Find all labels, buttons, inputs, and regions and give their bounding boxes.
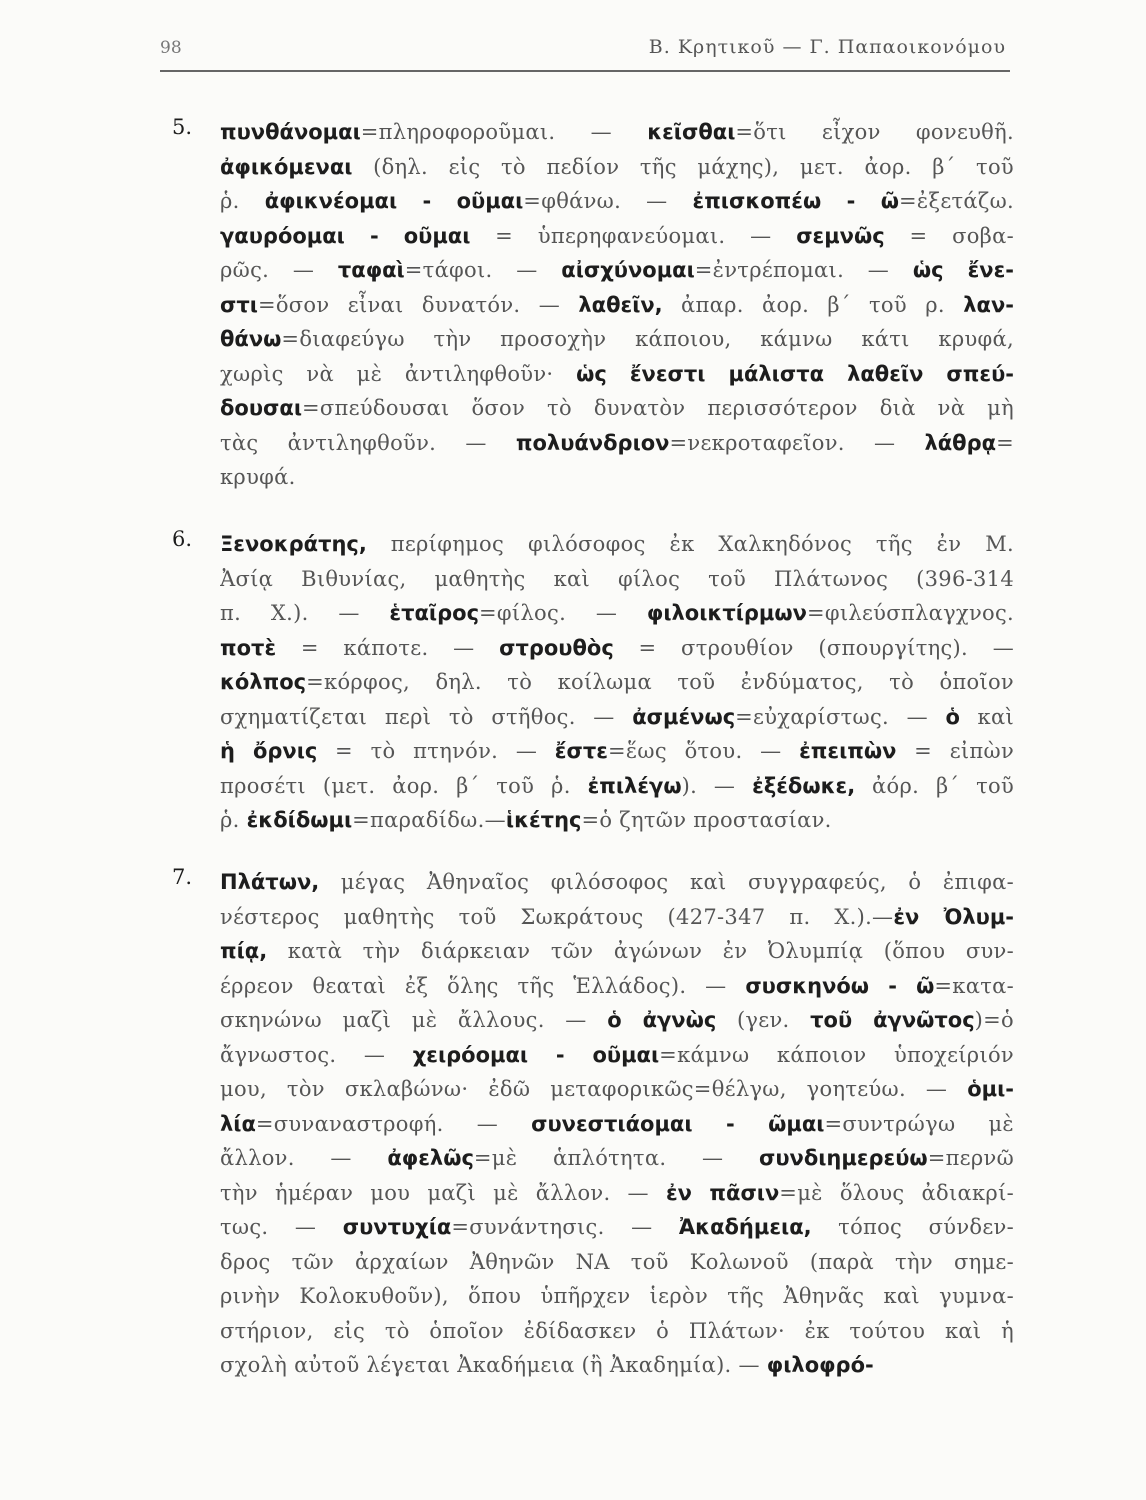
headword: ἐπειπὼν <box>799 739 897 763</box>
definition-text: κατὰ τὴν διάρκειαν τῶν ἀγώνων ἐν Ὀλυμπίᾳ (ὅπου συν- <box>267 939 1014 963</box>
definition-text: =συνάντησις. — <box>451 1215 679 1239</box>
definition-text: σκηνώνω μαζὶ μὲ ἄλλους. — <box>220 1008 608 1032</box>
text-line <box>220 900 1014 935</box>
definition-text: =ὅσον εἶναι δυνατόν. — <box>257 292 579 317</box>
headword: στι <box>220 292 258 317</box>
headword: ἡ ὄρνις <box>220 739 318 763</box>
definition-text: χωρὶς νὰ μὲ ἀντιληφθοῦν· <box>220 361 577 386</box>
definition-text: =τάφοι. — <box>404 258 562 282</box>
definition-text: ῥ. <box>220 189 265 213</box>
definition-text: τὰς ἀντιληφθοῦν. — <box>220 430 516 455</box>
headword: ἐξέδωκε, <box>752 773 856 798</box>
definition-text: = ὑπερηφανεύομαι. — <box>470 223 797 248</box>
entry-number: 7. <box>172 865 193 889</box>
definition-text: π. Χ.). — <box>220 601 390 625</box>
text-line <box>220 1245 1014 1280</box>
headword: συσκηνόω - ῶ <box>745 973 935 998</box>
text-line <box>220 1210 1014 1245</box>
text-line <box>220 1072 1014 1107</box>
headword: Ἀκαδήμεια, <box>678 1215 812 1239</box>
headword: ἐκδίδωμι <box>246 808 353 832</box>
headword: ὡς ἔνε- <box>912 258 1014 282</box>
text-line <box>220 1279 1014 1314</box>
headword: κεῖσθαι <box>647 120 736 144</box>
text-line <box>220 357 1014 392</box>
definition-text: =συναναστροφή. — <box>255 1111 532 1136</box>
headword: ταφαὶ <box>337 258 405 282</box>
headword: συνδιημερεύω <box>758 1146 928 1170</box>
definition-text: =ἐντρέπομαι. — <box>694 258 913 282</box>
text-line <box>220 288 1014 323</box>
definition-text: ). — <box>681 773 753 798</box>
headword: ὁ ἀγνὼς <box>607 1008 717 1032</box>
text-line <box>220 460 1014 495</box>
definition-text: σχολὴ αὐτοῦ λέγεται Ἀκαδήμεια (ἢ Ἀκαδημία). — <box>220 1353 767 1377</box>
text-line <box>220 934 1014 969</box>
headword: φιλοικτίρμων <box>646 601 807 625</box>
headword: σεμνῶς <box>796 223 885 248</box>
definition-text: σχηματίζεται περὶ τὸ στῆθος. — <box>220 704 633 729</box>
entry-lines <box>220 115 1014 495</box>
text-line <box>220 865 1014 900</box>
definition-text: =φίλος. — <box>479 601 647 625</box>
definition-text: =πληροφοροῦμαι. — <box>360 120 648 144</box>
headword: πίᾳ, <box>220 939 268 963</box>
text-line <box>220 150 1014 185</box>
definition-text: στήριον, εἰς τὸ ὁποῖον ἐδίδασκεν ὁ Πλάτων· ἐκ τούτου καὶ ἡ <box>220 1318 1014 1343</box>
headword: στρουθὸς <box>499 635 614 660</box>
definition-text: )=ὁ <box>974 1008 1014 1032</box>
page-header <box>160 34 1010 66</box>
headword: ἐν Ὀλυμ- <box>893 904 1014 929</box>
definition-text: = <box>996 430 1014 455</box>
text-line <box>220 184 1014 219</box>
text-line <box>220 596 1014 631</box>
definition-text: ῥ. <box>220 808 247 832</box>
headword: τοῦ ἀγνῶτος <box>810 1008 975 1032</box>
definition-text: =περνῶ <box>927 1146 1014 1170</box>
definition-text: =κόρφος, δηλ. τὸ κοίλωμα τοῦ ἐνδύματος, τὸ ὁποῖον <box>306 670 1014 694</box>
definition-text: = τὸ πτηνόν. — <box>317 739 555 763</box>
headword: ἀσμένως <box>632 704 736 729</box>
definition-text: έρρεον θεαταὶ ἐξ ὅλης τῆς Ἑλλάδος). — <box>220 973 746 998</box>
entry-lines <box>220 527 1014 838</box>
text-line <box>220 734 1014 769</box>
headword: ἐπισκοπέω - ῶ <box>692 189 899 213</box>
text-line <box>220 1141 1014 1176</box>
text-line <box>220 562 1014 597</box>
text-line <box>220 1003 1014 1038</box>
page-number: 98 <box>160 38 182 58</box>
text-line <box>220 631 1014 666</box>
text-line <box>220 253 1014 288</box>
definition-text: μου, τὸν σκλαβώνω· ἐδῶ μεταφορικῶς=θέλγω, γοητεύω. — <box>220 1077 968 1101</box>
definition-text: = εἰπὼν <box>896 739 1014 763</box>
definition-text: =σπεύδουσαι ὅσον τὸ δυνατὸν περισσότερον διὰ νὰ μὴ <box>302 396 1014 420</box>
text-line <box>220 527 1014 562</box>
definition-text: =ἕως ὅτου. — <box>607 739 800 763</box>
text-line <box>220 1314 1014 1349</box>
definition-text: ἀόρ. β΄ τοῦ <box>855 773 1014 798</box>
headword: ἀφικνέομαι - οῦμαι <box>264 189 524 213</box>
definition-text: =ἐξετάζω. <box>899 189 1014 213</box>
definition-text: =ὅτι εἶχον φονευθῆ. <box>735 120 1014 144</box>
definition-text: =κατα- <box>934 973 1014 998</box>
definition-text: (γεν. <box>716 1008 811 1032</box>
definition-text: προσέτι (μετ. ἀορ. β΄ τοῦ ῥ. <box>220 773 588 798</box>
definition-text: ἄλλον. — <box>220 1146 388 1170</box>
definition-text: περίφημος φιλόσοφος ἐκ Χαλκηδόνος τῆς ἐν Μ. <box>366 532 1014 556</box>
text-line <box>220 1176 1014 1211</box>
headword: γαυρόομαι - οῦμαι <box>220 223 471 248</box>
headword: ὡς ἔνεστι μάλιστα λαθεῖν σπεύ- <box>576 361 1014 386</box>
headword: χειρόομαι - οῦμαι <box>412 1042 660 1067</box>
definition-text: = κάποτε. — <box>276 635 500 660</box>
definition-text: ρῶς. — <box>220 258 338 282</box>
definition-text: =διαφεύγω τὴν προσοχὴν κάποιου, κάμνω κάτι κρυφά, <box>281 327 1014 351</box>
headword: ἐν πᾶσιν <box>665 1180 780 1205</box>
definition-text: μέγας Ἀθηναῖος φιλόσοφος καὶ συγγραφεύς, ὁ ἐπιφα- <box>319 870 1014 894</box>
headword: ἀφικόμεναι <box>220 154 353 179</box>
headword: λαν- <box>963 292 1014 317</box>
headword: ἀφελῶς <box>387 1146 474 1170</box>
text-line <box>220 1107 1014 1142</box>
text-line <box>220 322 1014 357</box>
entry-number: 5. <box>172 115 193 139</box>
headword: λία <box>220 1111 256 1136</box>
text-line <box>220 700 1014 735</box>
definition-text: δρος τῶν ἀρχαίων Ἀθηνῶν ΝΑ τοῦ Κολωνοῦ (παρὰ τὴν σημε- <box>220 1249 1014 1274</box>
definition-text: καὶ <box>959 704 1014 729</box>
text-line <box>220 969 1014 1004</box>
headword: ὁμι- <box>967 1077 1014 1101</box>
definition-text: τως. — <box>220 1215 343 1239</box>
definition-text: τὴν ἡμέραν μου μαζὶ μὲ ἄλλον. — <box>220 1180 666 1205</box>
definition-text: Ἀσίᾳ Βιθυνίας, μαθητὴς καὶ φίλος τοῦ Πλάτωνος (396-314 <box>220 566 1014 591</box>
text-line <box>220 803 1014 838</box>
definition-text: =κάμνω κάποιον ὑποχείριόν <box>659 1042 1014 1067</box>
headword: ὁ <box>945 704 960 729</box>
headword: λαθεῖν, <box>578 292 663 317</box>
entry-lines <box>220 865 1014 1383</box>
definition-text: (δηλ. εἰς τὸ πεδίον τῆς μάχης), μετ. ἀορ. β΄ τοῦ <box>352 154 1014 179</box>
text-line <box>220 1348 1014 1383</box>
headword: κόλπος <box>220 670 307 694</box>
definition-text: =φιλεύσπλαγχνος. <box>806 601 1014 625</box>
headword: αἰσχύνομαι <box>561 258 695 282</box>
definition-text: =συντρώγω μὲ <box>824 1111 1014 1136</box>
entry-number: 6. <box>172 527 193 551</box>
headword: λάθρᾳ <box>924 430 997 455</box>
headword: ποτὲ <box>220 635 277 660</box>
definition-text: =φθάνω. — <box>523 189 693 213</box>
definition-text: =μὲ ὅλους ἀδιακρί- <box>779 1180 1014 1205</box>
definition-text: =μὲ ἁπλότητα. — <box>473 1146 759 1170</box>
definition-text: =ὁ ζητῶν προστασίαν. <box>581 808 832 832</box>
headword: συνεστιάομαι - ῶμαι <box>531 1111 825 1136</box>
header-rule <box>160 70 1010 72</box>
headword: πολυάνδριον <box>515 430 670 455</box>
headword: ἑταῖρος <box>389 601 480 625</box>
headword: θάνω <box>220 327 282 351</box>
definition-text: ἀπαρ. ἀορ. β΄ τοῦ ρ. <box>662 292 964 317</box>
definition-text: =εὐχαρίστως. — <box>735 704 946 729</box>
headword: ἱκέτης <box>505 808 582 832</box>
text-line <box>220 1038 1014 1073</box>
headword: ἐπιλέγω <box>587 773 682 798</box>
definition-text: =νεκροταφεῖον. — <box>669 430 925 455</box>
headword: ἔστε <box>554 739 608 763</box>
definition-text: κρυφά. <box>220 465 296 489</box>
definition-text: νέστερος μαθητὴς τοῦ Σωκράτους (427-347 π. Χ.).— <box>220 904 894 929</box>
headword: πυνθάνομαι <box>220 120 361 144</box>
definition-text: = στρουθίον (σπουργίτης). — <box>613 635 1014 660</box>
text-line <box>220 391 1014 426</box>
headword: δουσαι <box>220 396 303 420</box>
headword: φιλοφρό- <box>766 1353 874 1377</box>
definition-text: τόπος σύνδεν- <box>811 1215 1014 1239</box>
definition-text: ρινὴν Κολοκυθοῦν), ὅπου ὑπῆρχεν ἱερὸν τῆς Ἀθηνᾶς καὶ γυμνα- <box>220 1284 1014 1308</box>
definition-text: =παραδίδω.— <box>352 808 506 832</box>
text-line <box>220 769 1014 804</box>
definition-text: ἄγνωστος. — <box>220 1042 413 1067</box>
headword: Ξενοκράτης, <box>220 532 367 556</box>
running-head: Β. Κρητικοῦ — Γ. Παπαοικονόμου <box>648 36 1006 58</box>
text-line <box>220 219 1014 254</box>
headword: Πλάτων, <box>220 870 320 894</box>
headword: συντυχία <box>342 1215 452 1239</box>
text-line <box>220 115 1014 150</box>
text-line <box>220 426 1014 461</box>
definition-text: = σοβα- <box>884 223 1014 248</box>
text-line <box>220 665 1014 700</box>
